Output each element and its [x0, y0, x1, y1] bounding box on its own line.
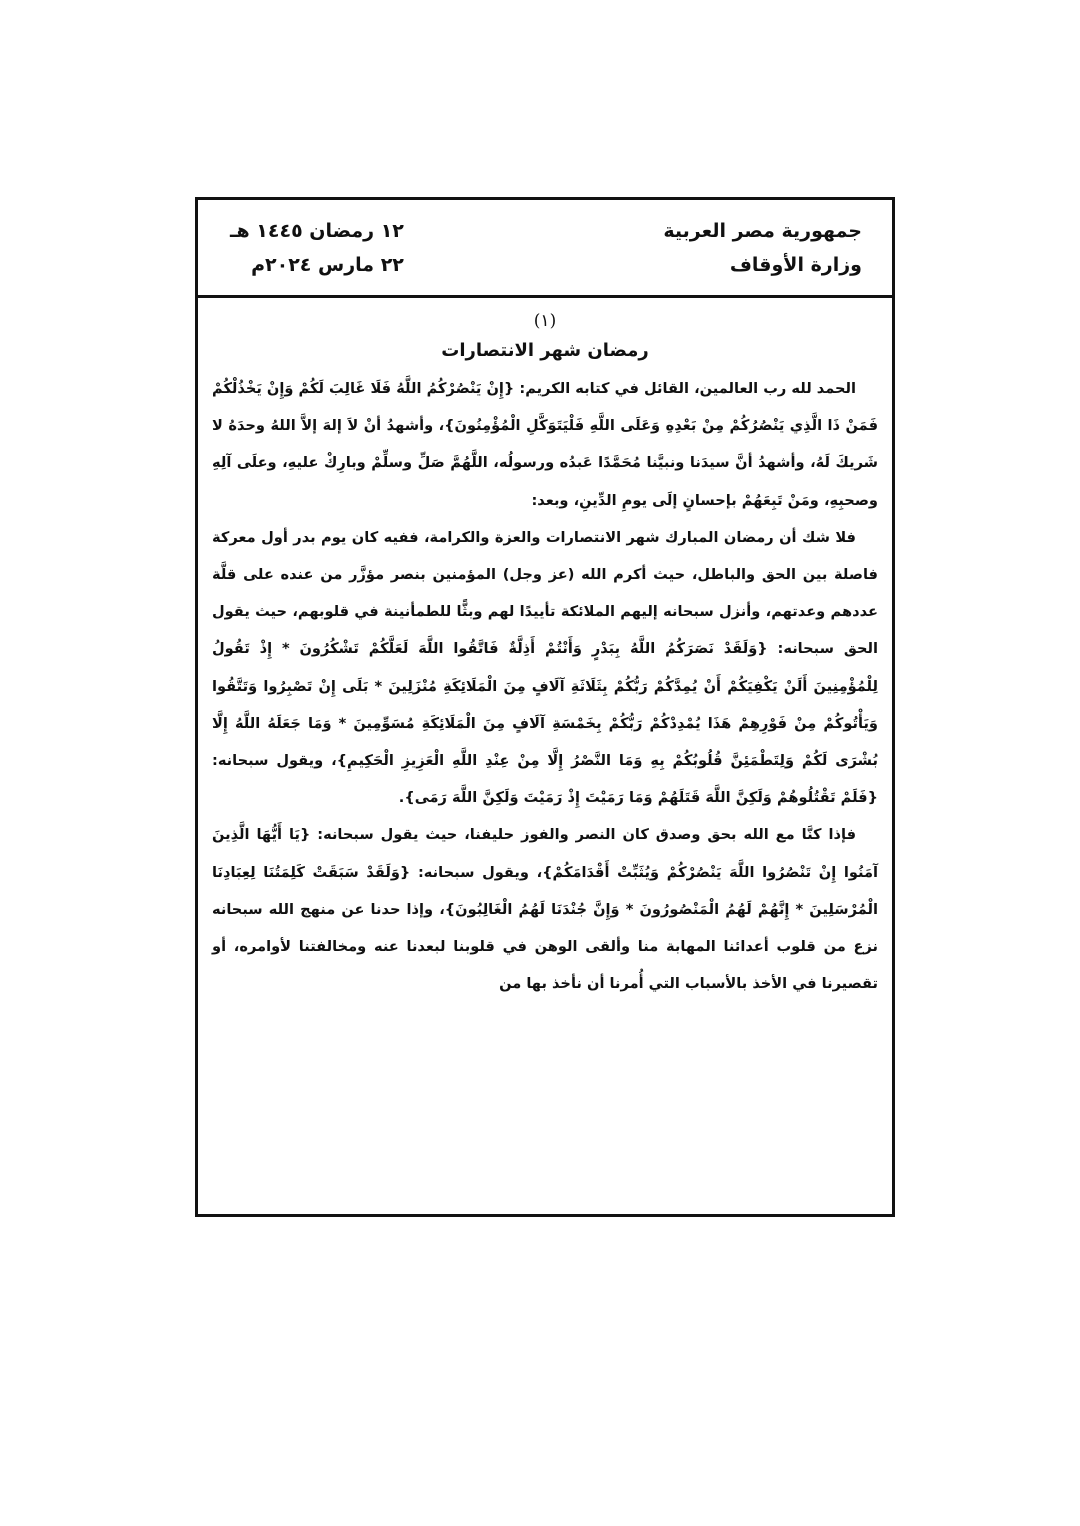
country-name: جمهورية مصر العربية: [663, 220, 862, 242]
gregorian-date: ٢٢ مارس ٢٠٢٤م: [251, 254, 404, 276]
document-header: [198, 200, 892, 298]
paragraph-intro: الحمد لله رب العالمين، القائل في كتابه الكريم: {إِنْ يَنْصُرْكُمُ اللَّهُ فَلَا غَالِبَ لَكُمْ وَإِنْ يَخْذُلْكُمْ فَمَنْ ذَا الَّذِي يَنْصُرُكُمْ مِنْ بَعْدِهِ وَعَلَى اللَّهِ فَلْيَتَوَكَّلِ الْمُؤْمِنُونَ}، وأشهدُ أنْ لاَ إلهَ إلاَّ اللهُ وحدَهُ لا شَريكَ لَهُ، وأشهدُ أنَّ سيدَنا ونبيَّنا مُحَمَّدًا عَبدُه ورسولُه، اللَّهُمَّ صَلِّ وسلِّمْ وبارِكْ عليهِ، وعلَى آلِهِ وصحبِهِ، ومَنْ تَبِعَهُمْ بإحسانٍ إلَى يومِ الدِّينِ، وبعد:: [212, 380, 878, 509]
page-title: رمضان شهر الانتصارات: [441, 340, 649, 361]
document-frame: [195, 197, 895, 1217]
date-block: [230, 214, 404, 282]
hijri-date: ١٢ رمضان ١٤٤٥ هـ: [230, 220, 404, 242]
page-number: (١): [533, 311, 557, 331]
issuer-block: [663, 214, 862, 282]
document-body: [198, 298, 892, 1002]
ministry-name: وزارة الأوقاف: [729, 254, 862, 276]
paragraph-badr: فلا شك أن رمضان المبارك شهر الانتصارات والعزة والكرامة، ففيه كان يوم بدر أول معركة فاصلة بين الحق والباطل، حيث أكرم الله (عز وجل) المؤمنين بنصر مؤزَّر من عنده على قلَّة عددهم وعدتهم، وأنزل سبحانه إليهم الملائكة تأييدًا لهم وبثًّا للطمأنينة في قلوبهم، حيث يقول الحق سبحانه: {وَلَقَدْ نَصَرَكُمُ اللَّهُ بِبَدْرٍ وَأَنْتُمْ أَذِلَّةٌ فَاتَّقُوا اللَّهَ لَعَلَّكُمْ تَشْكُرُونَ * إِذْ تَقُولُ لِلْمُؤْمِنِينَ أَلَنْ يَكْفِيَكُمْ أَنْ يُمِدَّكُمْ رَبُّكُمْ بِثَلَاثَةِ آلَافٍ مِنَ الْمَلَائِكَةِ مُنْزَلِينَ * بَلَى إِنْ تَصْبِرُوا وَتَتَّقُوا وَيَأْتُوكُمْ مِنْ فَوْرِهِمْ هَذَا يُمْدِدْكُمْ رَبُّكُمْ بِخَمْسَةِ آلَافٍ مِنَ الْمَلَائِكَةِ مُسَوِّمِينَ * وَمَا جَعَلَهُ اللَّهُ إِلَّا بُشْرَى لَكُمْ وَلِتَطْمَئِنَّ قُلُوبُكُمْ بِهِ وَمَا النَّصْرُ إِلَّا مِنْ عِنْدِ اللَّهِ الْعَزِيزِ الْحَكِيمِ}، ويقول سبحانه: {فَلَمْ تَقْتُلُوهُمْ وَلَكِنَّ اللَّهَ قَتَلَهُمْ وَمَا رَمَيْتَ إِذْ رَمَيْتَ وَلَكِنَّ اللَّهَ رَمَى}.: [212, 528, 878, 807]
paragraph-victory: فإذا كنَّا مع الله بحق وصدق كان النصر والفوز حليفنا، حيث يقول سبحانه: {يَا أَيُّهَا الَّذِينَ آمَنُوا إِنْ تَنْصُرُوا اللَّهَ يَنْصُرْكُمْ وَيُثَبِّتْ أَقْدَامَكُمْ}، ويقول سبحانه: {وَلَقَدْ سَبَقَتْ كَلِمَتُنَا لِعِبَادِنَا الْمُرْسَلِينَ * إِنَّهُمْ لَهُمُ الْمَنْصُورُونَ * وَإِنَّ جُنْدَنَا لَهُمُ الْغَالِبُونَ}، وإذا حدنا عن منهج الله سبحانه نزع من قلوب أعدائنا المهابة منا وألقى الوهن في قلوبنا لبعدنا عنه ومخالفتنا لأوامره، أو تقصيرنا في الأخذ بالأسباب التي أُمرنا أن نأخذ بها من: [212, 826, 878, 993]
